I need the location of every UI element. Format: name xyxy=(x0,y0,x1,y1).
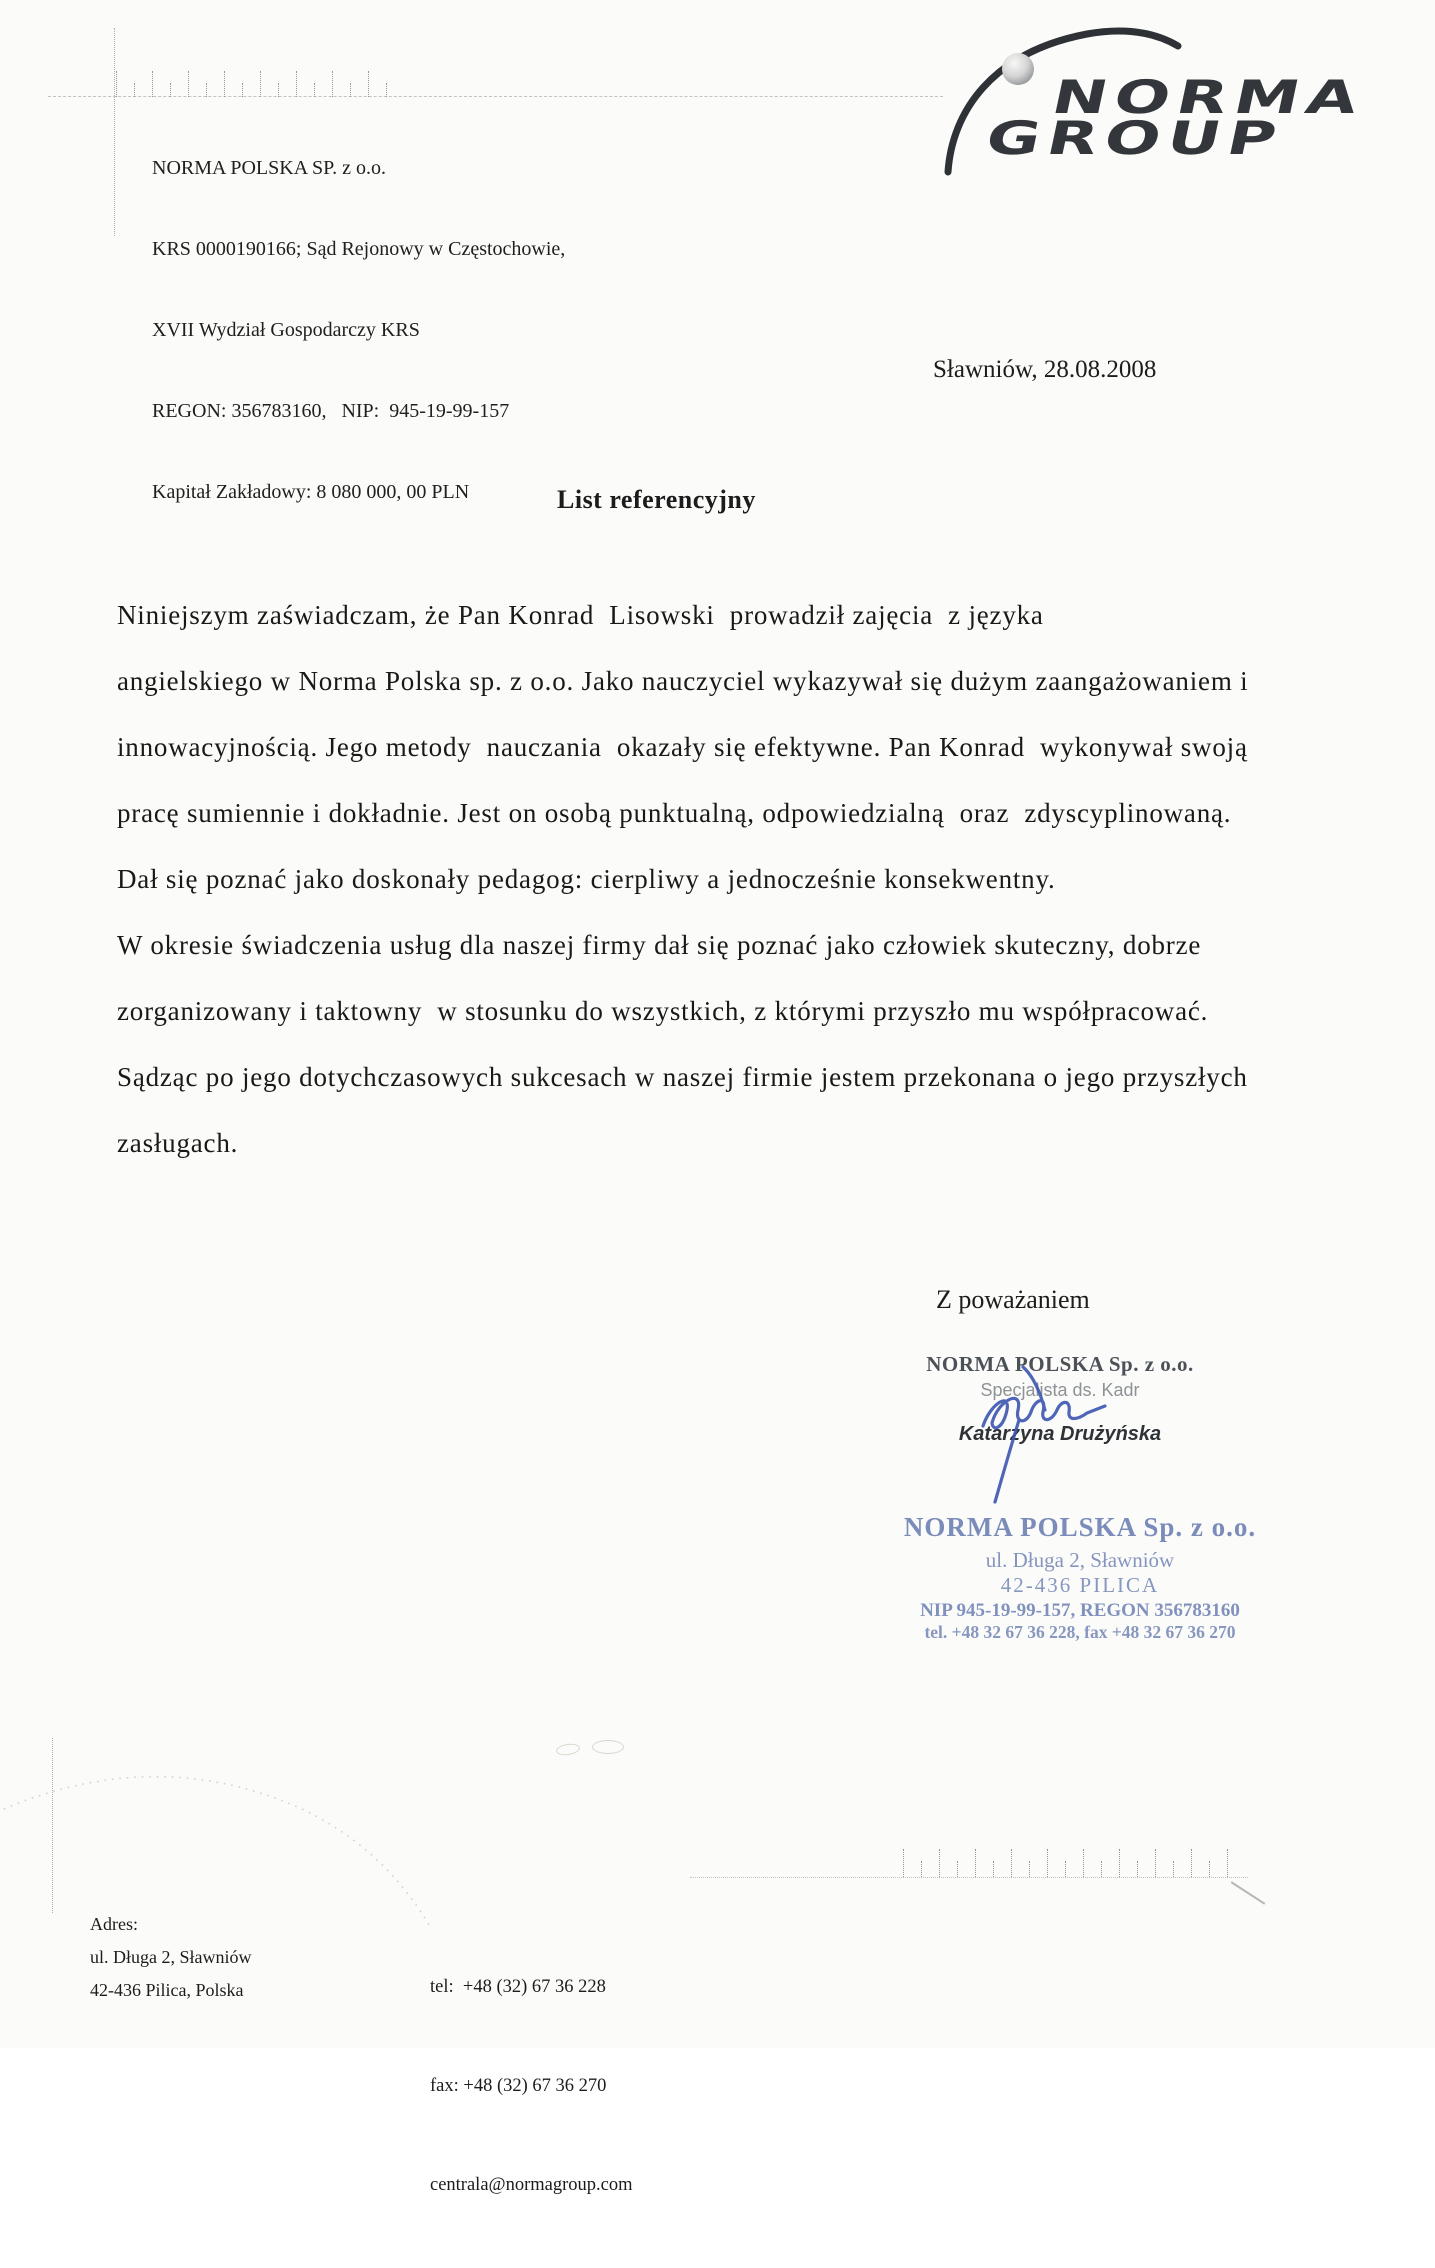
ruler-tick xyxy=(957,1861,958,1877)
signer-stamp-name: Katarzyna Drużyńska xyxy=(958,1423,1162,1445)
body-line: zorganizowany i taktowny w stosunku do wszystkich, z którymi przyszło mu współpracować. xyxy=(117,996,1209,1026)
ruler-tick xyxy=(296,71,297,97)
ruler-tick xyxy=(1119,1849,1120,1877)
ruler-tick xyxy=(1227,1849,1228,1877)
body-line: zasługach. xyxy=(117,1128,239,1158)
ruler-tick xyxy=(134,83,135,97)
dateline: Sławniów, 28.08.2008 xyxy=(933,356,1157,383)
scan-smudge xyxy=(555,1742,580,1756)
ruler-tick xyxy=(350,83,351,97)
scan-smudge xyxy=(592,1740,624,1754)
scan-margin-line-bottom-left xyxy=(52,1738,53,1913)
ruler-tick xyxy=(1065,1861,1066,1877)
ruler-tick xyxy=(116,71,117,97)
ruler-tick xyxy=(1029,1861,1030,1877)
ruler-tick xyxy=(993,1861,994,1877)
body-line: W okresie świadczenia usług dla naszej firmy dał się poznać jako człowiek skuteczny, dobrze xyxy=(117,930,1202,960)
ruler-tick xyxy=(278,83,279,97)
letter-body xyxy=(117,600,1327,1194)
footer-address-city: 42-436 Pilica, Polska xyxy=(90,1980,244,2000)
company-krs: KRS 0000190166; Sąd Rejonowy w Częstochowie, xyxy=(152,238,566,260)
ruler-tick xyxy=(1155,1849,1156,1877)
valediction: Z poważaniem xyxy=(936,1285,1090,1314)
ruler-tick xyxy=(903,1849,904,1877)
footer-tel: tel: +48 (32) 67 36 228 xyxy=(430,1977,606,1997)
stamp-nip-regon: NIP 945-19-99-157, REGON 356783160 xyxy=(920,1600,1240,1621)
stamp-company-name: NORMA POLSKA Sp. z o.o. xyxy=(903,1512,1257,1542)
ruler-tick xyxy=(170,83,171,97)
ruler-tick xyxy=(224,71,225,97)
body-line: Sądząc po jego dotychczasowych sukcesach w naszej firmie jestem przekonana o jego przyszłych xyxy=(117,1062,1248,1092)
company-regon-nip: REGON: 356783160, NIP: 945-19-99-157 xyxy=(152,400,510,422)
ruler-tick xyxy=(921,1861,922,1877)
letter-title: List referencyjny xyxy=(557,485,756,514)
body-line: angielskiego w Norma Polska sp. z o.o. Jako nauczyciel wykazywał się dużym zaangażowaniem i xyxy=(117,666,1249,696)
ruler-tick xyxy=(975,1849,976,1877)
ruler-tick xyxy=(314,83,315,97)
scan-margin-line-top-left xyxy=(114,28,115,236)
scan-ruler-ticks-bottom xyxy=(903,1849,1245,1877)
signer-stamp-role: Specjalista ds. Kadr xyxy=(980,1380,1140,1400)
signature-scribble xyxy=(945,1362,1175,1512)
ruler-tick xyxy=(1137,1861,1138,1877)
footer-address-street: ul. Długa 2, Sławniów xyxy=(90,1947,252,1967)
scan-diagonal-mark xyxy=(1231,1881,1266,1904)
footer-address-label: Adres: xyxy=(90,1914,138,1934)
body-line: Niniejszym zaświadczam, że Pan Konrad Lisowski prowadził zajęcia z języka xyxy=(117,600,1044,630)
company-division: XVII Wydział Gospodarczy KRS xyxy=(152,319,420,341)
body-line: Dał się poznać jako doskonały pedagog: cierpliwy a jednocześnie konsekwentny. xyxy=(117,864,1056,894)
norma-group-logo xyxy=(920,20,1380,195)
company-capital: Kapitał Zakładowy: 8 080 000, 00 PLN xyxy=(152,481,470,503)
ruler-tick xyxy=(1209,1861,1210,1877)
ruler-tick xyxy=(1173,1861,1174,1877)
ruler-tick xyxy=(1083,1849,1084,1877)
ruler-tick xyxy=(1101,1861,1102,1877)
ruler-tick xyxy=(1191,1849,1192,1877)
ruler-tick xyxy=(939,1849,940,1877)
logo-orbit-ball-icon xyxy=(1002,53,1034,85)
stamp-street: ul. Długa 2, Sławniów xyxy=(985,1548,1175,1572)
company-address-stamp xyxy=(880,1512,1280,1643)
signer-stamp-company: NORMA POLSKA Sp. z o.o. xyxy=(926,1352,1194,1376)
scan-ruler-baseline-bottom xyxy=(690,1877,1248,1878)
ruler-tick xyxy=(242,83,243,97)
company-name: NORMA POLSKA SP. z o.o. xyxy=(152,157,386,179)
footer-email: centrala@normagroup.com xyxy=(430,2175,633,2195)
ruler-tick xyxy=(188,71,189,97)
ruler-tick xyxy=(1047,1849,1048,1877)
ruler-tick xyxy=(386,83,387,97)
ruler-tick xyxy=(1011,1849,1012,1877)
footer-fax: fax: +48 (32) 67 36 270 xyxy=(430,2076,607,2096)
ruler-tick xyxy=(152,71,153,97)
ruler-tick xyxy=(368,71,369,97)
logo-word-group: GROUP xyxy=(981,111,1289,165)
footer-address-block xyxy=(90,1908,252,2007)
ruler-tick xyxy=(206,83,207,97)
stamp-city: 42-436 PILICA xyxy=(1000,1573,1160,1597)
body-line: innowacyjnością. Jego metody nauczania okazały się efektywne. Pan Konrad wykonywał swoją xyxy=(117,732,1248,762)
stamp-phones: tel. +48 32 67 36 228, fax +48 32 67 36 270 xyxy=(924,1622,1236,1642)
company-info-block xyxy=(152,101,565,560)
ruler-tick xyxy=(260,71,261,97)
footer-contact-block xyxy=(430,1905,632,2268)
scan-ruler-ticks-top xyxy=(116,71,404,97)
logo-word-norma: NORMA xyxy=(1047,70,1371,124)
ruler-tick xyxy=(332,71,333,97)
body-line: pracę sumiennie i dokładnie. Jest on osobą punktualną, odpowiedzialną oraz zdyscyplinowaną. xyxy=(117,798,1232,828)
